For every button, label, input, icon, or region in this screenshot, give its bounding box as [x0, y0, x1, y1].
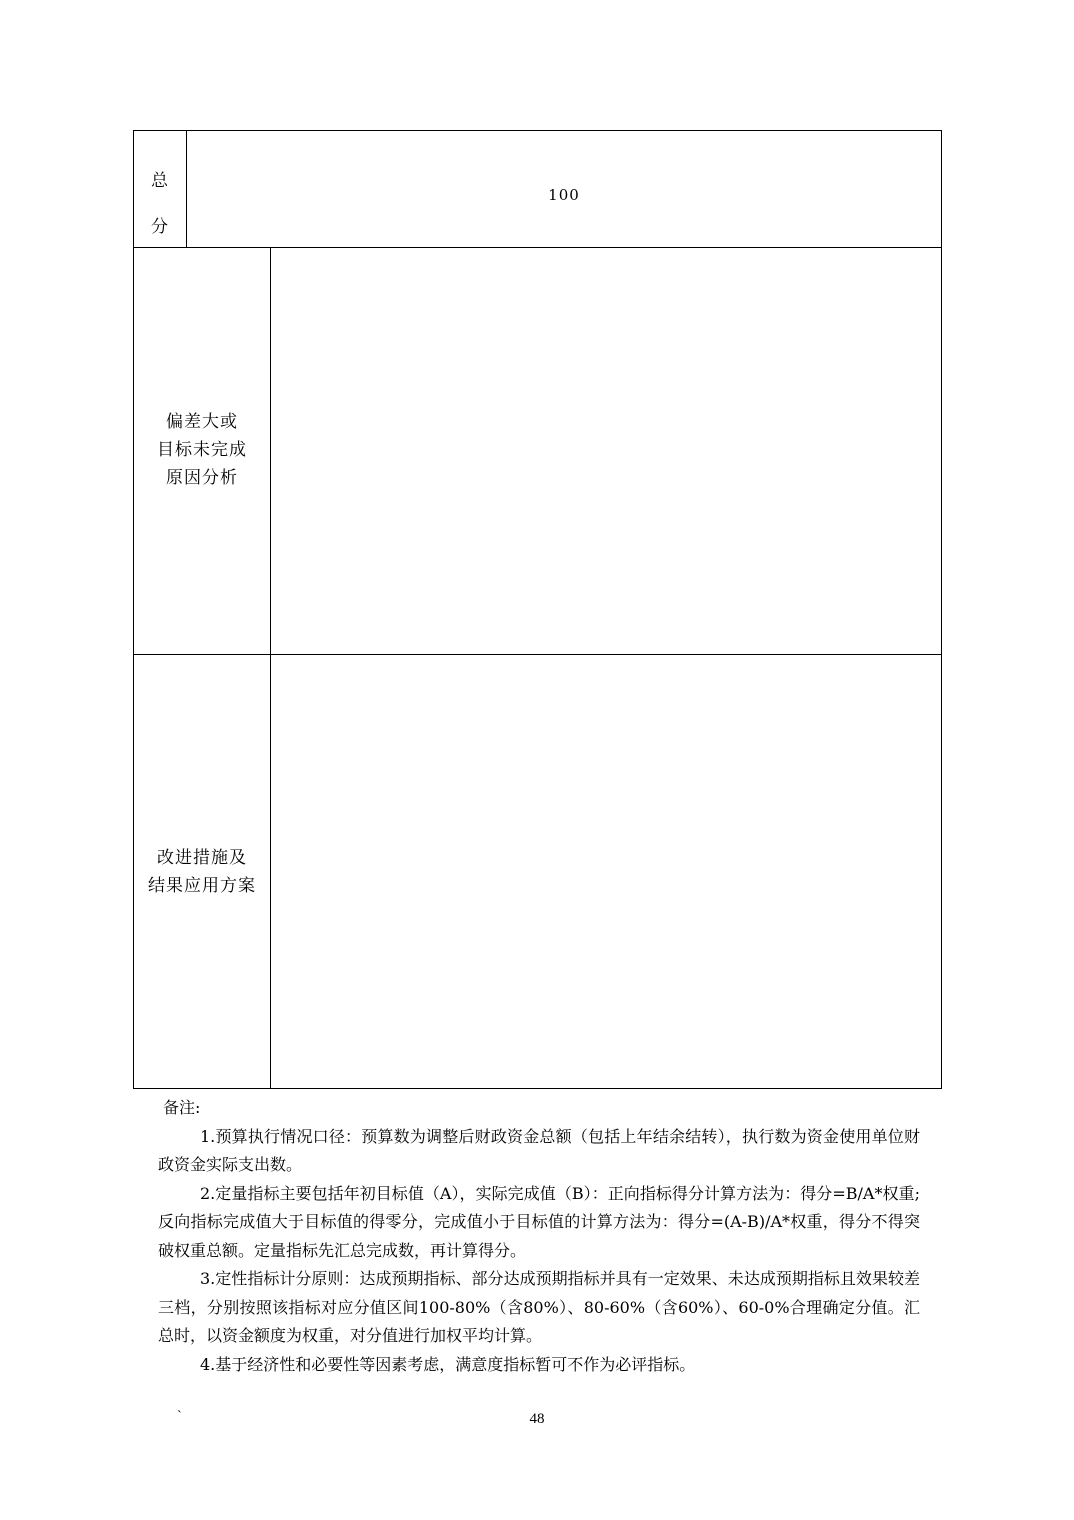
deviation-analysis-content-cell[interactable]: [271, 248, 941, 654]
page-number: 48: [529, 1411, 545, 1427]
footer-tick-mark: `: [177, 1409, 182, 1424]
notes-heading: 备注:: [163, 1098, 201, 1117]
improvement-measures-content-cell[interactable]: [271, 655, 941, 1088]
note-item: 2.定量指标主要包括年初目标值（A），实际完成值（B）：正向指标得分计算方法为：得分=B/A*权重;反向指标完成值大于目标值的得零分，完成值小于目标值的计算方法为：得分=(A-B)/A*权重，得分不得突破权重总额。定量指标先汇总完成数，再计算得分。: [158, 1183, 920, 1260]
table-left-border: [133, 130, 134, 1089]
table-top-border: [133, 130, 942, 131]
improvement-label-line: 结果应用方案: [148, 876, 256, 896]
total-label-char: 总: [151, 171, 169, 191]
notes-section: [160, 1094, 920, 1379]
table-bottom-border: [133, 1088, 942, 1089]
deviation-analysis-label: [134, 408, 270, 492]
improvement-label-line: 改进措施及: [157, 848, 247, 868]
deviation-label-line: 原因分析: [166, 468, 238, 488]
total-score-label: [134, 158, 186, 250]
table-right-border: [941, 130, 942, 1089]
note-item: 3.定性指标计分原则：达成预期指标、部分达成预期指标并具有一定效果、未达成预期指标且效果较差三档，分别按照该指标对应分值区间100-80%（含80%）、80-60%（含60%）、60-0%合理确定分值。汇总时，以资金额度为权重，对分值进行加权平均计算。: [158, 1269, 920, 1345]
total-score-value: 100: [548, 186, 580, 204]
improvement-measures-label: [134, 844, 270, 900]
deviation-label-line: 偏差大或: [166, 412, 238, 432]
note-item: 1.预算执行情况口径：预算数为调整后财政资金总额（包括上年结余结转），执行数为资金使用单位财政资金实际支出数。: [158, 1126, 920, 1174]
deviation-label-line: 目标未完成: [157, 440, 247, 460]
note-item: 4.基于经济性和必要性等因素考虑，满意度指标暂可不作为必评指标。: [200, 1354, 696, 1374]
total-label-char: 分: [151, 217, 169, 237]
